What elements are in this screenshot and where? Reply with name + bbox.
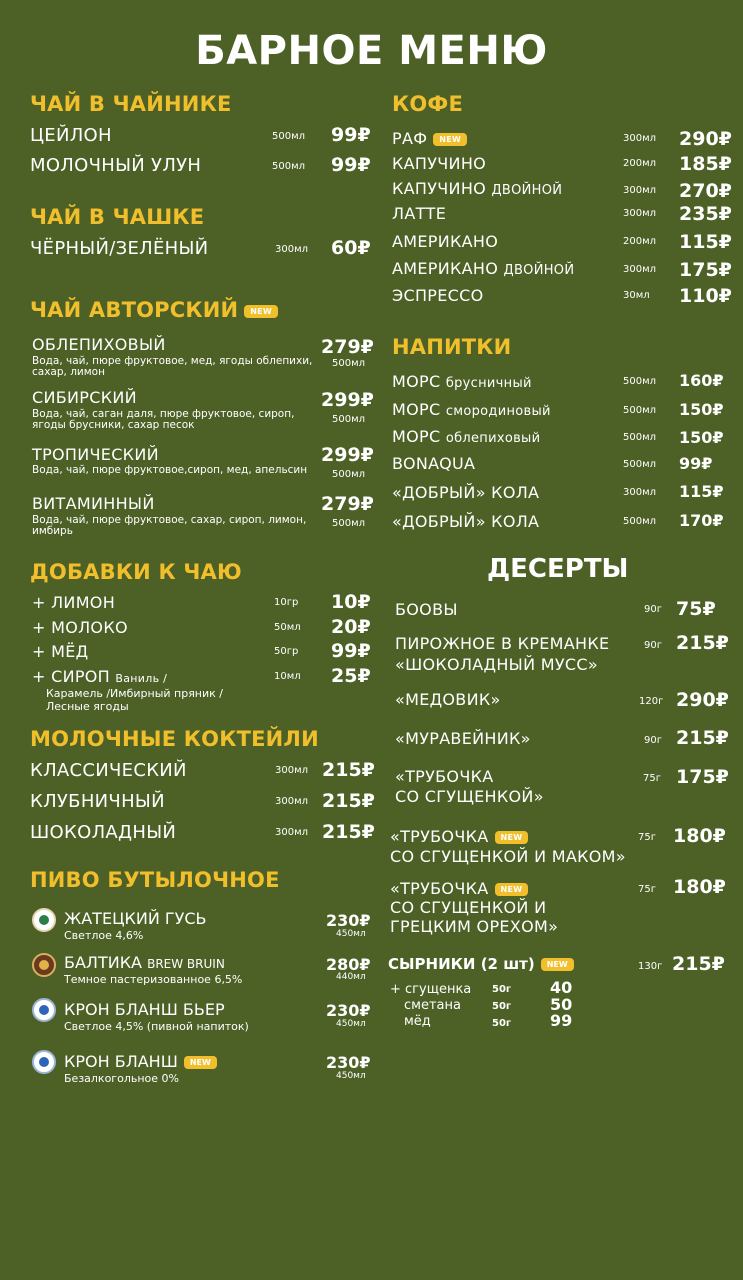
menu-item-price: 180₽ <box>673 825 726 847</box>
menu-item-name: + ЛИМОН <box>32 593 116 612</box>
menu-item-volume: 300мл <box>623 487 657 498</box>
topping-weight: 50г <box>492 1001 512 1012</box>
menu-item-name: МОРС <box>392 427 441 446</box>
menu-item-name-syrup <box>32 667 167 686</box>
menu-item-volume: 300мл <box>623 133 657 144</box>
menu-item-name-baltika <box>64 953 225 972</box>
menu-item-volume: 300мл <box>623 264 657 275</box>
section-heading-cup-tea: ЧАЙ В ЧАШКЕ <box>30 205 205 229</box>
menu-item-name: «МУРАВЕЙНИК» <box>395 729 531 748</box>
menu-item-name: БООВЫ <box>395 600 458 619</box>
menu-item-name: ЛАТТЕ <box>392 204 447 223</box>
menu-item-name: ОБЛЕПИХОВЫЙ <box>32 335 166 354</box>
menu-item-name: + СИРОП <box>32 667 111 686</box>
menu-item-price: 215₽ <box>322 821 375 843</box>
menu-item-description: Вода, чай, пюре фруктовое, мед, ягоды облепихи, сахар, лимон <box>32 355 313 378</box>
menu-item-volume: 200мл <box>623 236 657 247</box>
menu-item-name-mors <box>392 400 551 419</box>
page-title: БАРНОЕ МЕНЮ <box>195 28 548 74</box>
menu-item-price: 20₽ <box>331 616 371 638</box>
menu-item-price: 299₽ <box>321 389 374 411</box>
new-badge: NEW <box>495 883 529 896</box>
menu-item-subname: смородиновый <box>445 404 551 419</box>
menu-item-name-raf <box>392 129 467 148</box>
menu-item-volume: 500мл <box>332 414 366 425</box>
menu-item-price: 110₽ <box>679 285 732 307</box>
menu-item-name: КАПУЧИНО <box>392 179 487 198</box>
topping-weight: 50г <box>492 984 512 995</box>
menu-item-volume: 440мл <box>336 972 366 982</box>
menu-item-name: «ТРУБОЧКА <box>395 767 494 786</box>
menu-item-price: 170₽ <box>679 511 724 530</box>
section-heading-tea-additives: ДОБАВКИ К ЧАЮ <box>30 560 242 584</box>
menu-item-volume: 500мл <box>332 358 366 369</box>
menu-item-name: «МЕДОВИК» <box>395 690 501 709</box>
menu-item-name-trubochka <box>390 879 528 898</box>
menu-item-price: 115₽ <box>679 482 724 501</box>
menu-item-name: СИБИРСКИЙ <box>32 388 137 407</box>
menu-item-volume: 10гр <box>274 597 299 608</box>
menu-item-description: Вода, чай, пюре фруктовое,сироп, мед, апельсин <box>32 464 308 476</box>
menu-item-volume: 500мл <box>623 432 657 443</box>
section-heading-teapot-tea: ЧАЙ В ЧАЙНИКЕ <box>30 92 232 116</box>
menu-item-volume: 300мл <box>623 185 657 196</box>
menu-item-name-syrniki <box>388 955 574 973</box>
menu-item-name: ЭСПРЕССО <box>392 286 484 305</box>
menu-item-name-trubochka <box>390 827 528 846</box>
topping-name: + сгущенка <box>390 982 472 997</box>
menu-item-description: Безалкогольное 0% <box>64 1072 179 1085</box>
menu-item-name: ЖАТЕЦКИЙ ГУСЬ <box>64 909 207 928</box>
menu-item-volume: 10мл <box>274 671 301 682</box>
menu-item-name: АМЕРИКАНО <box>392 232 499 251</box>
section-heading-bottled-beer: ПИВО БУТЫЛОЧНОЕ <box>30 868 280 892</box>
menu-item-name: + МОЛОКО <box>32 618 128 637</box>
section-heading-drinks: НАПИТКИ <box>392 335 512 359</box>
menu-item-name-mors <box>392 427 540 446</box>
menu-item-price: 150₽ <box>679 400 724 419</box>
menu-item-name-line2: СО СГУЩЕНКОЙ» <box>395 787 544 806</box>
syrup-option: Ваниль / <box>115 672 168 685</box>
menu-item-name-double <box>392 179 562 198</box>
menu-item-price: 150₽ <box>679 428 724 447</box>
menu-item-name: BONAQUA <box>392 454 476 473</box>
menu-item-subname: ДВОЙНОЙ <box>503 263 575 278</box>
menu-item-price: 175₽ <box>676 766 729 788</box>
menu-item-name: ПИРОЖНОЕ В КРЕМАНКЕ <box>395 634 610 653</box>
menu-item-name: ЧЁРНЫЙ/ЗЕЛЁНЫЙ <box>30 238 209 259</box>
new-badge: NEW <box>433 133 467 146</box>
menu-item-name: БАЛТИКА <box>64 953 142 972</box>
menu-item-name: АМЕРИКАНО <box>392 259 499 278</box>
menu-item-name-line2: СО СГУЩЕНКОЙ И <box>390 898 547 917</box>
menu-item-volume: 500мл <box>623 405 657 416</box>
menu-item-name-line2: СО СГУЩЕНКОЙ И МАКОМ» <box>390 847 626 866</box>
menu-item-name: МОРС <box>392 400 441 419</box>
new-badge: NEW <box>244 305 278 318</box>
topping-name: сметана <box>404 998 461 1013</box>
menu-item-price: 25₽ <box>331 665 371 687</box>
menu-item-price: 99₽ <box>331 640 371 662</box>
menu-item-volume: 300мл <box>275 827 309 838</box>
menu-item-name-kron-blanc <box>64 1052 217 1071</box>
menu-item-name: КРОН БЛАНШ БЬЕР <box>64 1000 225 1019</box>
menu-item-volume: 50мл <box>274 622 301 633</box>
menu-item-name: + МЁД <box>32 642 89 661</box>
new-badge: NEW <box>184 1056 217 1069</box>
menu-item-price: 299₽ <box>321 444 374 466</box>
menu-item-name: ВИТАМИННЫЙ <box>32 494 155 513</box>
menu-item-price: 290₽ <box>676 689 729 711</box>
topping-price: 50 <box>550 995 573 1014</box>
kronenbourg-blanc-logo <box>32 998 56 1022</box>
menu-item-name: «ДОБРЫЙ» КОЛА <box>392 512 540 531</box>
menu-item-name: ТРОПИЧЕСКИЙ <box>32 445 159 464</box>
menu-item-price: 75₽ <box>676 598 716 620</box>
menu-item-price: 270₽ <box>679 180 732 202</box>
topping-name: мёд <box>404 1014 431 1029</box>
menu-item-price: 290₽ <box>679 128 732 150</box>
menu-item-price: 230₽ <box>326 1053 371 1072</box>
menu-item-description: Светлое 4,6% <box>64 929 144 942</box>
menu-item-weight: 120г <box>639 696 664 707</box>
menu-item-weight: 90г <box>644 604 662 615</box>
menu-item-price: 185₽ <box>679 153 732 175</box>
menu-item-name: КАПУЧИНО <box>392 154 487 173</box>
menu-item-price: 230₽ <box>326 911 371 930</box>
section-heading-label: ЧАЙ АВТОРСКИЙ <box>30 298 239 322</box>
menu-item-volume: 500мл <box>272 131 306 142</box>
menu-item-weight: 75г <box>643 773 661 784</box>
menu-item-price: 175₽ <box>679 259 732 281</box>
menu-item-volume: 450мл <box>336 929 366 939</box>
menu-item-price: 10₽ <box>331 591 371 613</box>
menu-item-volume: 500мл <box>332 469 366 480</box>
menu-item-price: 279₽ <box>321 336 374 358</box>
menu-item-price: 230₽ <box>326 1001 371 1020</box>
menu-item-name: МОРС <box>392 372 441 391</box>
menu-item-name-mors <box>392 372 532 391</box>
menu-item-volume: 200мл <box>623 158 657 169</box>
menu-item-volume: 500мл <box>332 518 366 529</box>
topping-price: 99 <box>550 1011 573 1030</box>
menu-item-weight: 75г <box>638 884 656 895</box>
section-heading-desserts: ДЕСЕРТЫ <box>487 554 629 584</box>
menu-item-name: КРОН БЛАНШ <box>64 1052 178 1071</box>
menu-item-volume: 500мл <box>623 376 657 387</box>
section-heading-coffee: КОФЕ <box>392 92 463 116</box>
menu-item-weight: 130г <box>638 961 663 972</box>
menu-item-volume: 300мл <box>623 208 657 219</box>
menu-item-name: ШОКОЛАДНЫЙ <box>30 822 177 843</box>
menu-item-price: 99₽ <box>679 454 713 473</box>
menu-item-volume: 450мл <box>336 1071 366 1081</box>
syrup-options: Карамель /Имбирный пряник / Лесные ягоды <box>46 687 223 713</box>
menu-item-subname: брусничный <box>445 376 532 391</box>
menu-item-name-line2: «ШОКОЛАДНЫЙ МУСС» <box>395 655 598 674</box>
menu-item-price: 215₽ <box>322 790 375 812</box>
menu-item-name: ЦЕЙЛОН <box>30 125 112 146</box>
menu-item-volume: 500мл <box>272 161 306 172</box>
menu-item-volume: 300мл <box>275 244 309 255</box>
menu-item-name: РАФ <box>392 129 428 148</box>
menu-item-description: Светлое 4,5% (пивной напиток) <box>64 1020 249 1033</box>
menu-item-subname: ДВОЙНОЙ <box>491 183 563 198</box>
menu-item-name: КЛАССИЧЕСКИЙ <box>30 760 187 781</box>
kronenbourg-blanc-logo <box>32 1050 56 1074</box>
menu-item-price: 215₽ <box>676 727 729 749</box>
menu-item-price: 215₽ <box>676 632 729 654</box>
menu-item-volume: 300мл <box>275 765 309 776</box>
menu-item-description: Вода, чай, пюре фруктовое, сахар, сироп, лимон, имбирь <box>32 514 307 537</box>
menu-item-volume: 300мл <box>275 796 309 807</box>
section-heading-milkshakes: МОЛОЧНЫЕ КОКТЕЙЛИ <box>30 727 319 751</box>
menu-item-volume: 50гр <box>274 646 299 657</box>
menu-item-price: 115₽ <box>679 231 732 253</box>
menu-item-price: 280₽ <box>326 955 371 974</box>
menu-item-name: КЛУБНИЧНЫЙ <box>30 791 165 812</box>
menu-item-weight: 90г <box>644 640 662 651</box>
topping-price: 40 <box>550 978 573 997</box>
menu-item-name: «ТРУБОЧКА <box>390 879 489 898</box>
new-badge: NEW <box>541 958 574 971</box>
new-badge: NEW <box>495 831 529 844</box>
menu-item-subname: облепиховый <box>445 431 541 446</box>
section-heading-author-tea <box>30 298 278 322</box>
menu-item-name-line3: ГРЕЦКИМ ОРЕХОМ» <box>390 917 559 936</box>
menu-item-description: Вода, чай, саган даля, пюре фруктовое, сироп, ягоды брусники, сахар песок <box>32 408 295 431</box>
menu-item-name: СЫРНИКИ (2 шт) <box>388 955 535 973</box>
menu-item-price: 180₽ <box>673 876 726 898</box>
menu-item-name: МОЛОЧНЫЙ УЛУН <box>30 155 202 176</box>
menu-item-price: 215₽ <box>322 759 375 781</box>
menu-item-name: «ДОБРЫЙ» КОЛА <box>392 483 540 502</box>
menu-item-description: Темное пастеризованное 6,5% <box>64 973 243 986</box>
menu-item-volume: 500мл <box>623 516 657 527</box>
menu-item-price: 99₽ <box>331 154 371 176</box>
menu-item-volume: 500мл <box>623 459 657 470</box>
menu-item-price: 160₽ <box>679 371 724 390</box>
menu-item-volume: 30мл <box>623 290 650 301</box>
menu-item-name-double <box>392 259 574 278</box>
menu-item-weight: 75г <box>638 832 656 843</box>
menu-item-volume: 450мл <box>336 1019 366 1029</box>
baltika-logo <box>32 953 56 977</box>
menu-item-weight: 90г <box>644 735 662 746</box>
menu-item-price: 99₽ <box>331 124 371 146</box>
menu-item-name: «ТРУБОЧКА <box>390 827 489 846</box>
menu-item-price: 60₽ <box>331 237 371 259</box>
menu-item-subname: BREW BRUIN <box>147 957 225 971</box>
menu-item-price: 235₽ <box>679 203 732 225</box>
zatecky-gus-logo <box>32 908 56 932</box>
topping-weight: 50г <box>492 1018 512 1029</box>
menu-item-price: 279₽ <box>321 493 374 515</box>
menu-item-price: 215₽ <box>672 953 725 975</box>
